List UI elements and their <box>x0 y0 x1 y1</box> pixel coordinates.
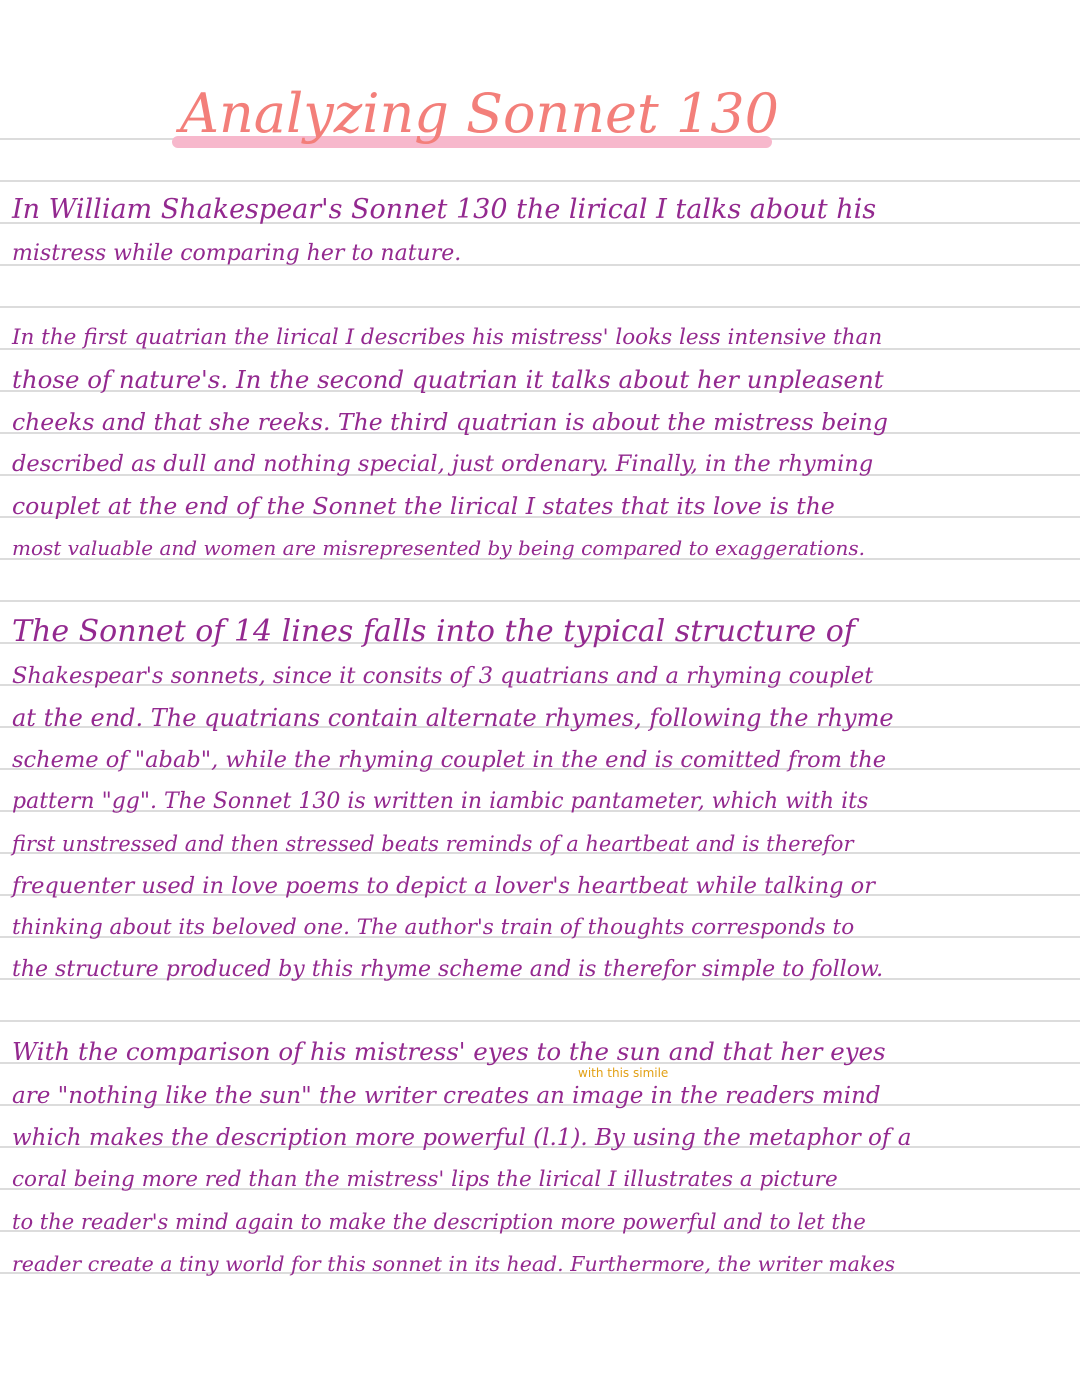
text-line: couplet at the end of the Sonnet the lirical I states that its love is the <box>12 492 835 520</box>
text-line: which makes the description more powerful (l.1). By using the metaphor of a <box>12 1125 912 1151</box>
text-line: mistress while comparing her to nature. <box>12 241 462 266</box>
page-title: Analyzing Sonnet 130 <box>180 82 779 145</box>
text-line: thinking about its beloved one. The author's train of thoughts corresponds to <box>12 915 855 940</box>
text-line: are "nothing like the sun" the writer creates an image in the readers mind <box>12 1083 881 1109</box>
text-line: most valuable and women are misrepresented by being compared to exaggerations. <box>12 536 865 560</box>
text-line: at the end. The quatrians contain alternate rhymes, following the rhyme <box>12 704 894 732</box>
ruled-line <box>0 180 1080 182</box>
text-line: cheeks and that she reeks. The third quatrian is about the mistress being <box>12 408 888 436</box>
ruled-line <box>0 600 1080 602</box>
text-line: described as dull and nothing special, just ordenary. Finally, in the rhyming <box>12 451 874 477</box>
insertion-note: with this simile <box>578 1066 669 1080</box>
text-line: to the reader's mind again to make the description more powerful and to let the <box>12 1210 866 1234</box>
ruled-line <box>0 1020 1080 1022</box>
text-line: those of nature's. In the second quatrian it talks about her unpleasent <box>12 365 884 394</box>
text-line: Shakespear's sonnets, since it consits of 3 quatrians and a rhyming couplet <box>12 663 874 689</box>
text-line: In the first quatrian the lirical I describes his mistress' looks less intensive than <box>12 325 883 350</box>
text-line: scheme of "abab", while the rhyming couplet in the end is comitted from the <box>12 747 887 773</box>
text-line: the structure produced by this rhyme scheme and is therefor simple to follow. <box>12 957 884 982</box>
text-line: pattern "gg". The Sonnet 130 is written in iambic pantameter, which with its <box>12 789 869 814</box>
ruled-line <box>0 306 1080 308</box>
text-line: reader create a tiny world for this sonnet in its head. Furthermore, the writer makes <box>12 1252 895 1276</box>
text-line: first unstressed and then stressed beats reminds of a heartbeat and is therefor <box>12 832 854 856</box>
text-line: In William Shakespear's Sonnet 130 the lirical I talks about his <box>12 194 877 225</box>
text-line: With the comparison of his mistress' eyes to the sun and that her eyes <box>12 1037 886 1066</box>
text-line: frequenter used in love poems to depict a lover's heartbeat while talking or <box>12 873 875 899</box>
text-line: coral being more red than the mistress' lips the lirical I illustrates a picture <box>12 1167 838 1192</box>
text-line: The Sonnet of 14 lines falls into the typical structure of <box>12 614 855 649</box>
